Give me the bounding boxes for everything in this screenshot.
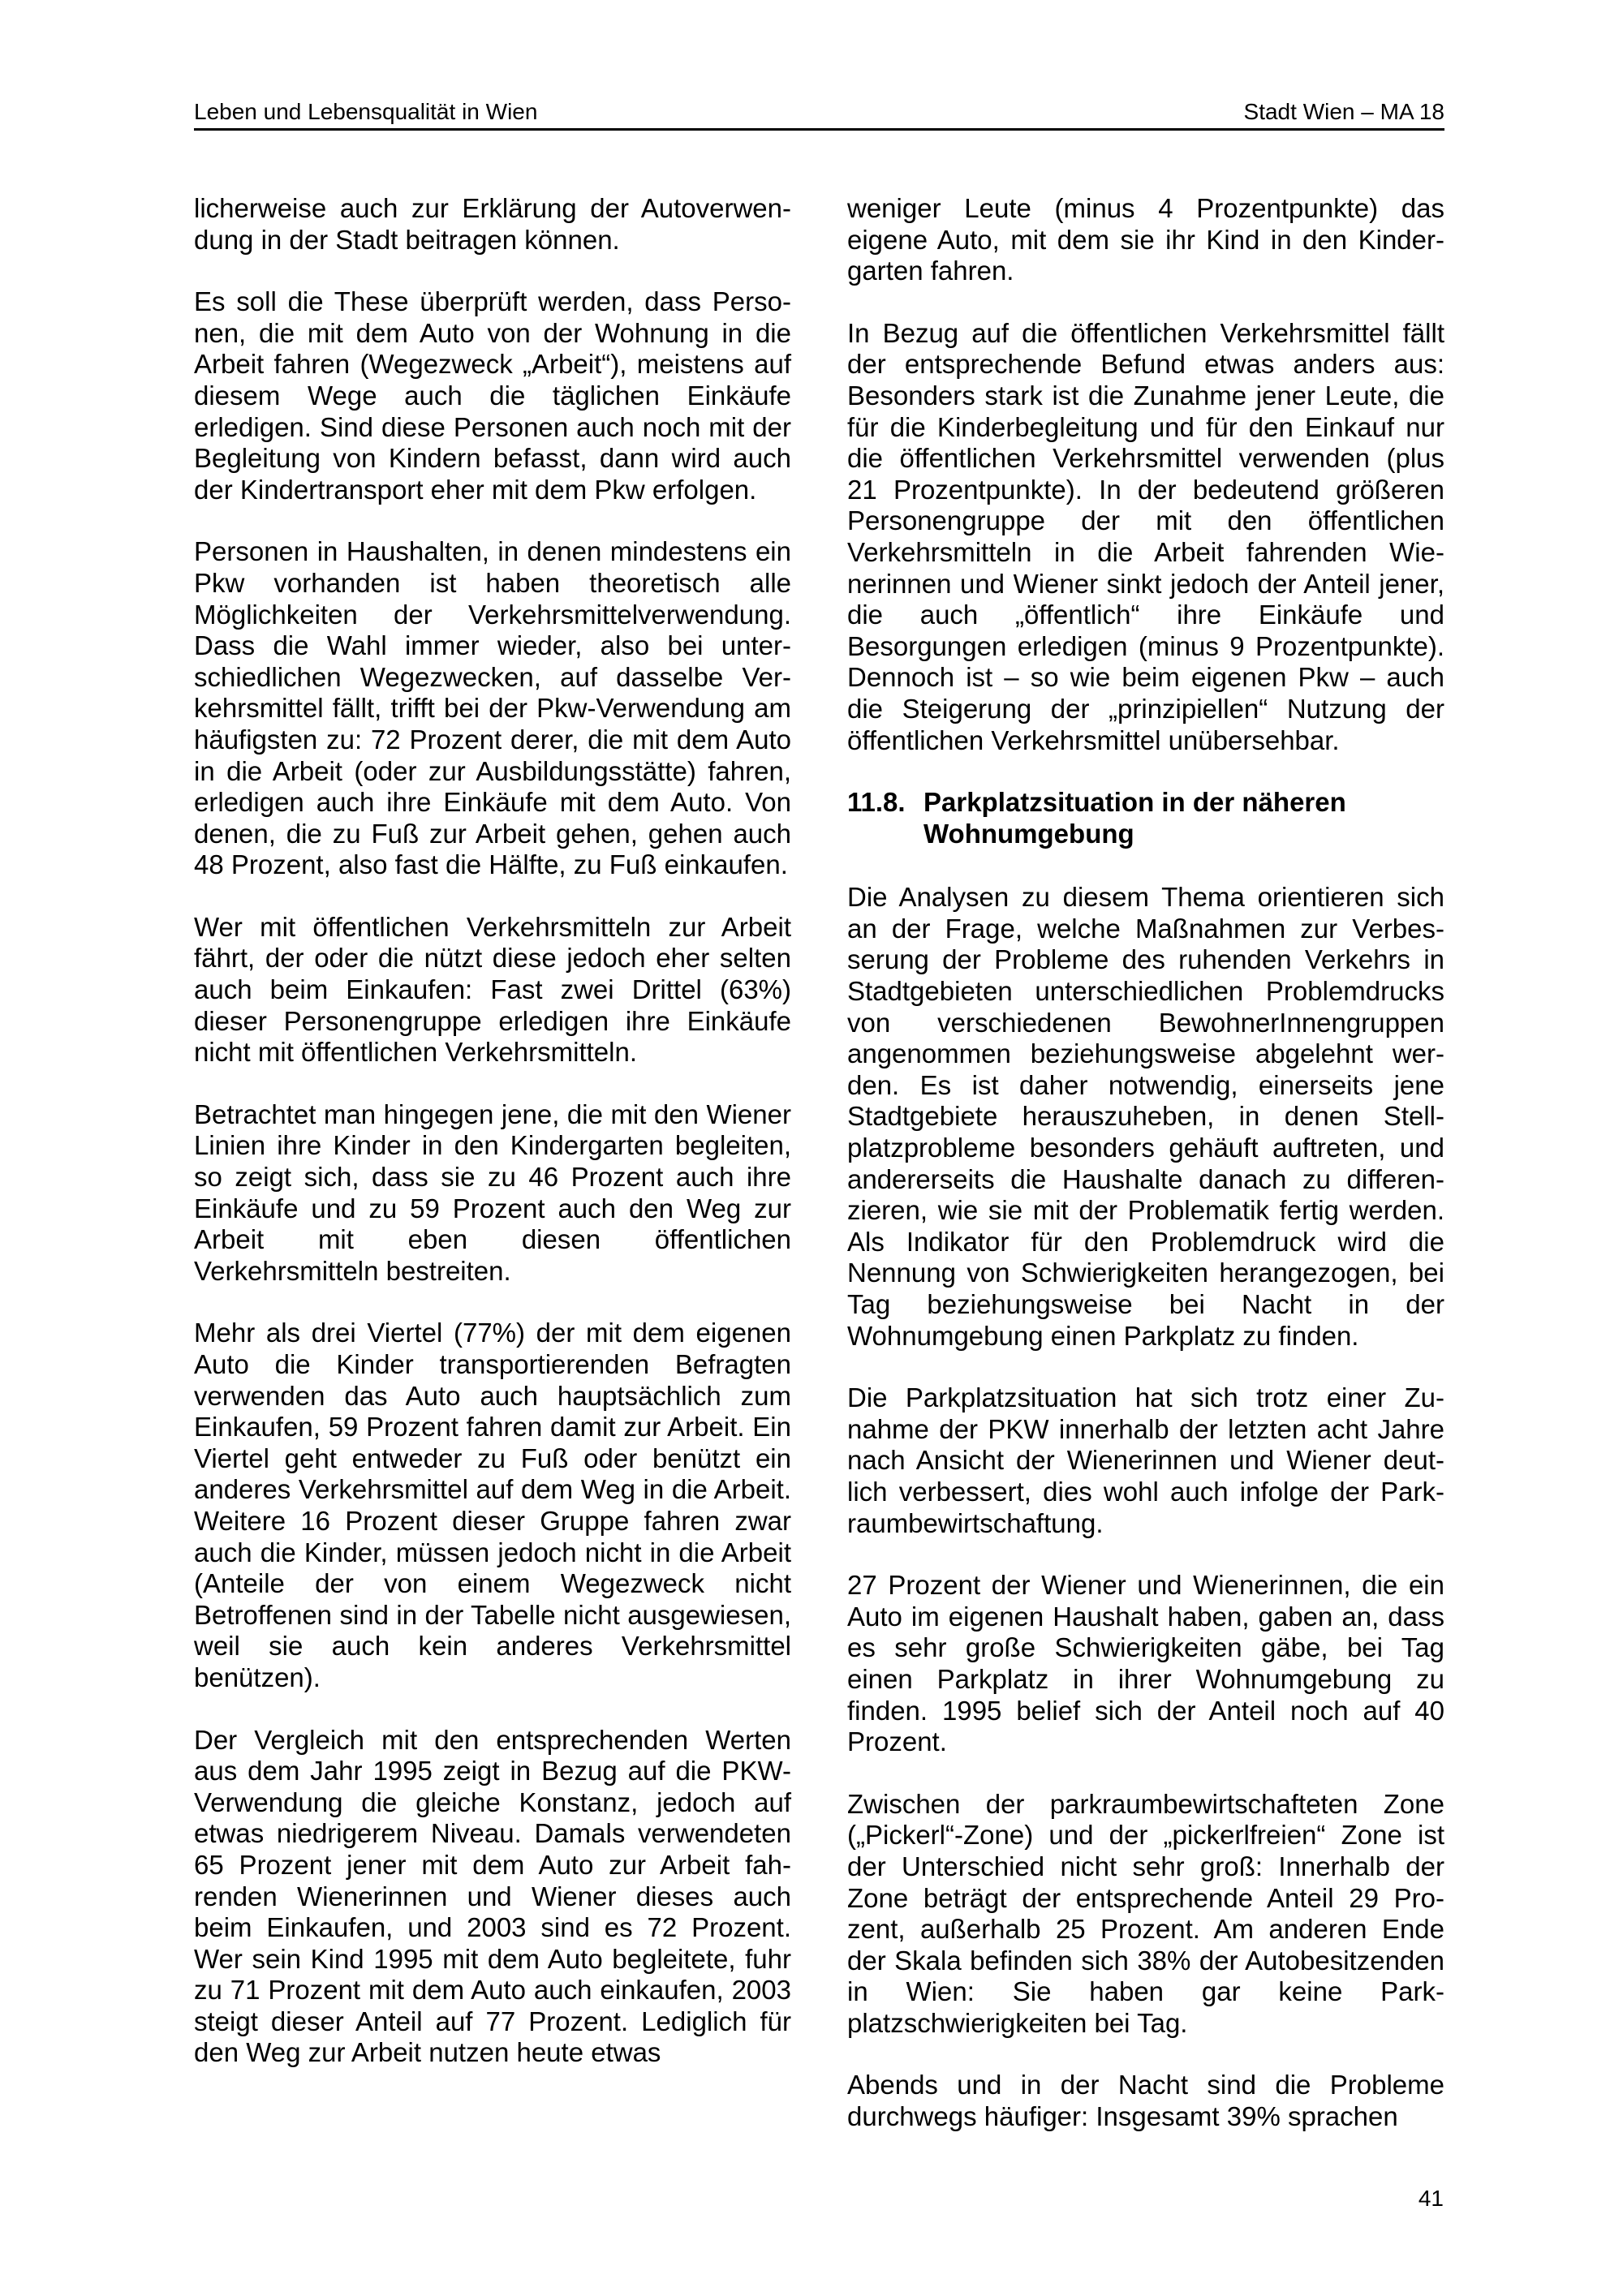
paragraph: Die Analysen zu diesem Thema orientieren sich an der Frage, welche Maßnahmen zur Verbesserung der Probleme des ruhenden Verkehrs in Stadtgebieten unterschiedlichen Problemdrucks von verschiedenen BewohnerInnengruppen angenommen beziehungsweise abgelehnt werden. Es ist daher notwendig, einerseits jene Stadtgebiete herauszuheben, in denen Stellplatzprobleme besonders gehäuft auftreten, und andererseits die Haushalte danach zu differenzieren, wie sie mit der Problematik fertig werden. Als Indikator für den Problemdruck wird die Nennung von Schwierigkeiten herangezogen, bei Tag beziehungsweise bei Nacht in der Wohnumgebung einen Parkplatz zu finden. [847,882,1444,1351]
section-number: 11.8. [847,787,906,818]
header-title: Leben und Lebensqualität in Wien [194,99,538,124]
paragraph: 27 Prozent der Wiener und Wienerinnen, die ein Auto im eigenen Haushalt haben, gaben an, dass es sehr große Schwierigkeiten gäbe, bei Tag einen Parkplatz in ihrer Wohnumgebung zu finden. 1995 belief sich der Anteil noch auf 40 Prozent. [847,1570,1444,1757]
paragraph: licherweise auch zur Erklärung der Autoverwendung in der Stadt beitragen können. [194,193,791,255]
paragraph: Die Parkplatzsituation hat sich trotz einer Zunahme der PKW innerhalb der letzten acht Jahre nach Ansicht der Wienerinnen und Wiener deutlich verbessert, dies wohl auch infolge der Parkraumbewirtschaftung. [847,1382,1444,1538]
paragraph: Wer mit öffentlichen Verkehrsmitteln zur Arbeit fährt, der oder die nützt diese jedoch eher selten auch beim Einkaufen: Fast zwei Drittel (63%) dieser Personengruppe erledigen ihre Einkäufe nicht mit öffentlichen Verkehrsmitteln. [194,911,791,1068]
left-column [194,193,791,2100]
paragraph: Mehr als drei Viertel (77%) der mit dem eigenen Auto die Kinder transportierenden Befragten verwenden das Auto auch hauptsächlich zum Einkaufen, 59 Prozent fahren damit zur Arbeit. Ein Viertel geht entweder zu Fuß oder benützt ein anderes Verkehrsmittel auf dem Weg in die Arbeit. Weitere 16 Prozent dieser Gruppe fahren zwar auch die Kinder, müssen jedoch nicht in die Arbeit (Anteile der von einem Wegezweck nicht Betroffenen sind in der Tabelle nicht ausgewiesen, weil sie auch kein anderes Verkehrsmittel benützen). [194,1318,791,1692]
paragraph: Abends und in der Nacht sind die Probleme durchwegs häufiger: Insgesamt 39% sprachen [847,2070,1444,2132]
right-column [847,193,1444,2164]
paragraph: Betrachtet man hingegen jene, die mit den Wiener Linien ihre Kinder in den Kindergarten begleiten, so zeigt sich, dass sie zu 46 Prozent auch ihre Einkäufe und zu 59 Prozent auch den Weg zur Arbeit mit eben diesen öffentlichen Verkehrsmitteln bestreiten. [194,1099,791,1286]
paragraph: weniger Leute (minus 4 Prozentpunkte) das eigene Auto, mit dem sie ihr Kind in den Kindergarten fahren. [847,193,1444,286]
paragraph: Zwischen der parkraumbewirtschafteten Zone („Pickerl“-Zone) und der „pickerlfreien“ Zone ist der Unterschied nicht sehr groß: Innerhalb der Zone beträgt der entsprechende Anteil 29 Prozent, außerhalb 25 Prozent. Am anderen Ende der Skala befinden sich 38% der Autobesitzenden in Wien: Sie haben gar keine Parkplatzschwierigkeiten bei Tag. [847,1788,1444,2038]
section-title: Parkplatzsituation in der näheren Wohnumgebung [923,787,1346,849]
paragraph: In Bezug auf die öffentlichen Verkehrsmittel fällt der entsprechende Befund etwas anders aus: Besonders stark ist die Zunahme jener Leute, die für die Kinderbegleitung und für den Einkauf nur die öffentlichen Verkehrsmittel verwenden (plus 21 Prozentpunkte). In der bedeutend größeren Personengruppe der mit den öffentlichen Verkehrsmitteln in die Arbeit fahrenden Wienerinnen und Wiener sinkt jedoch der Anteil jener, die auch „öffentlich“ ihre Einkäufe und Besorgungen erledigen (minus 9 Prozentpunkte). Dennoch ist – so wie beim eigenen Pkw – auch die Steigerung der „prinzipiellen“ Nutzung der öffentlichen Verkehrsmittel unübersehbar. [847,317,1444,755]
section-heading [847,787,1444,849]
paragraph: Es soll die These überprüft werden, dass Personen, die mit dem Auto von der Wohnung in die Arbeit fahren (Wegezweck „Arbeit“), meistens auf diesem Wege auch die täglichen Einkäufe erledigen. Sind diese Personen auch noch mit der Begleitung von Kindern befasst, dann wird auch der Kindertransport eher mit dem Pkw erfolgen. [194,286,791,505]
running-header [194,96,1444,131]
paragraph: Personen in Haushalten, in denen mindestens ein Pkw vorhanden ist haben theoretisch alle Möglichkeiten der Verkehrsmittelverwendung. Dass die Wahl immer wieder, also bei unterschiedlichen Wegezwecken, auf dasselbe Verkehrsmittel fällt, trifft bei der Pkw-Verwendung am häufigsten zu: 72 Prozent derer, die mit dem Auto in die Arbeit (oder zur Ausbildungsstätte) fahren, erledigen auch ihre Einkäufe mit dem Auto. Von denen, die zu Fuß zur Arbeit gehen, gehen auch 48 Prozent, also fast die Hälfte, zu Fuß einkaufen. [194,536,791,880]
page-number: 41 [1418,2186,1444,2211]
header-organization: Stadt Wien – MA 18 [1243,99,1444,124]
paragraph: Der Vergleich mit den entsprechenden Werten aus dem Jahr 1995 zeigt in Bezug auf die PKW-Verwendung die gleiche Konstanz, jedoch auf etwas niedrigerem Niveau. Damals verwendeten 65 Prozent jener mit dem Auto zur Arbeit fahrenden Wienerinnen und Wiener dieses auch beim Einkaufen, und 2003 sind es 72 Prozent. Wer sein Kind 1995 mit dem Auto begleitete, fuhr zu 71 Prozent mit dem Auto auch einkaufen, 2003 steigt dieser Anteil auf 77 Prozent. Lediglich für den Weg zur Arbeit nutzen heute etwas [194,1724,791,2068]
